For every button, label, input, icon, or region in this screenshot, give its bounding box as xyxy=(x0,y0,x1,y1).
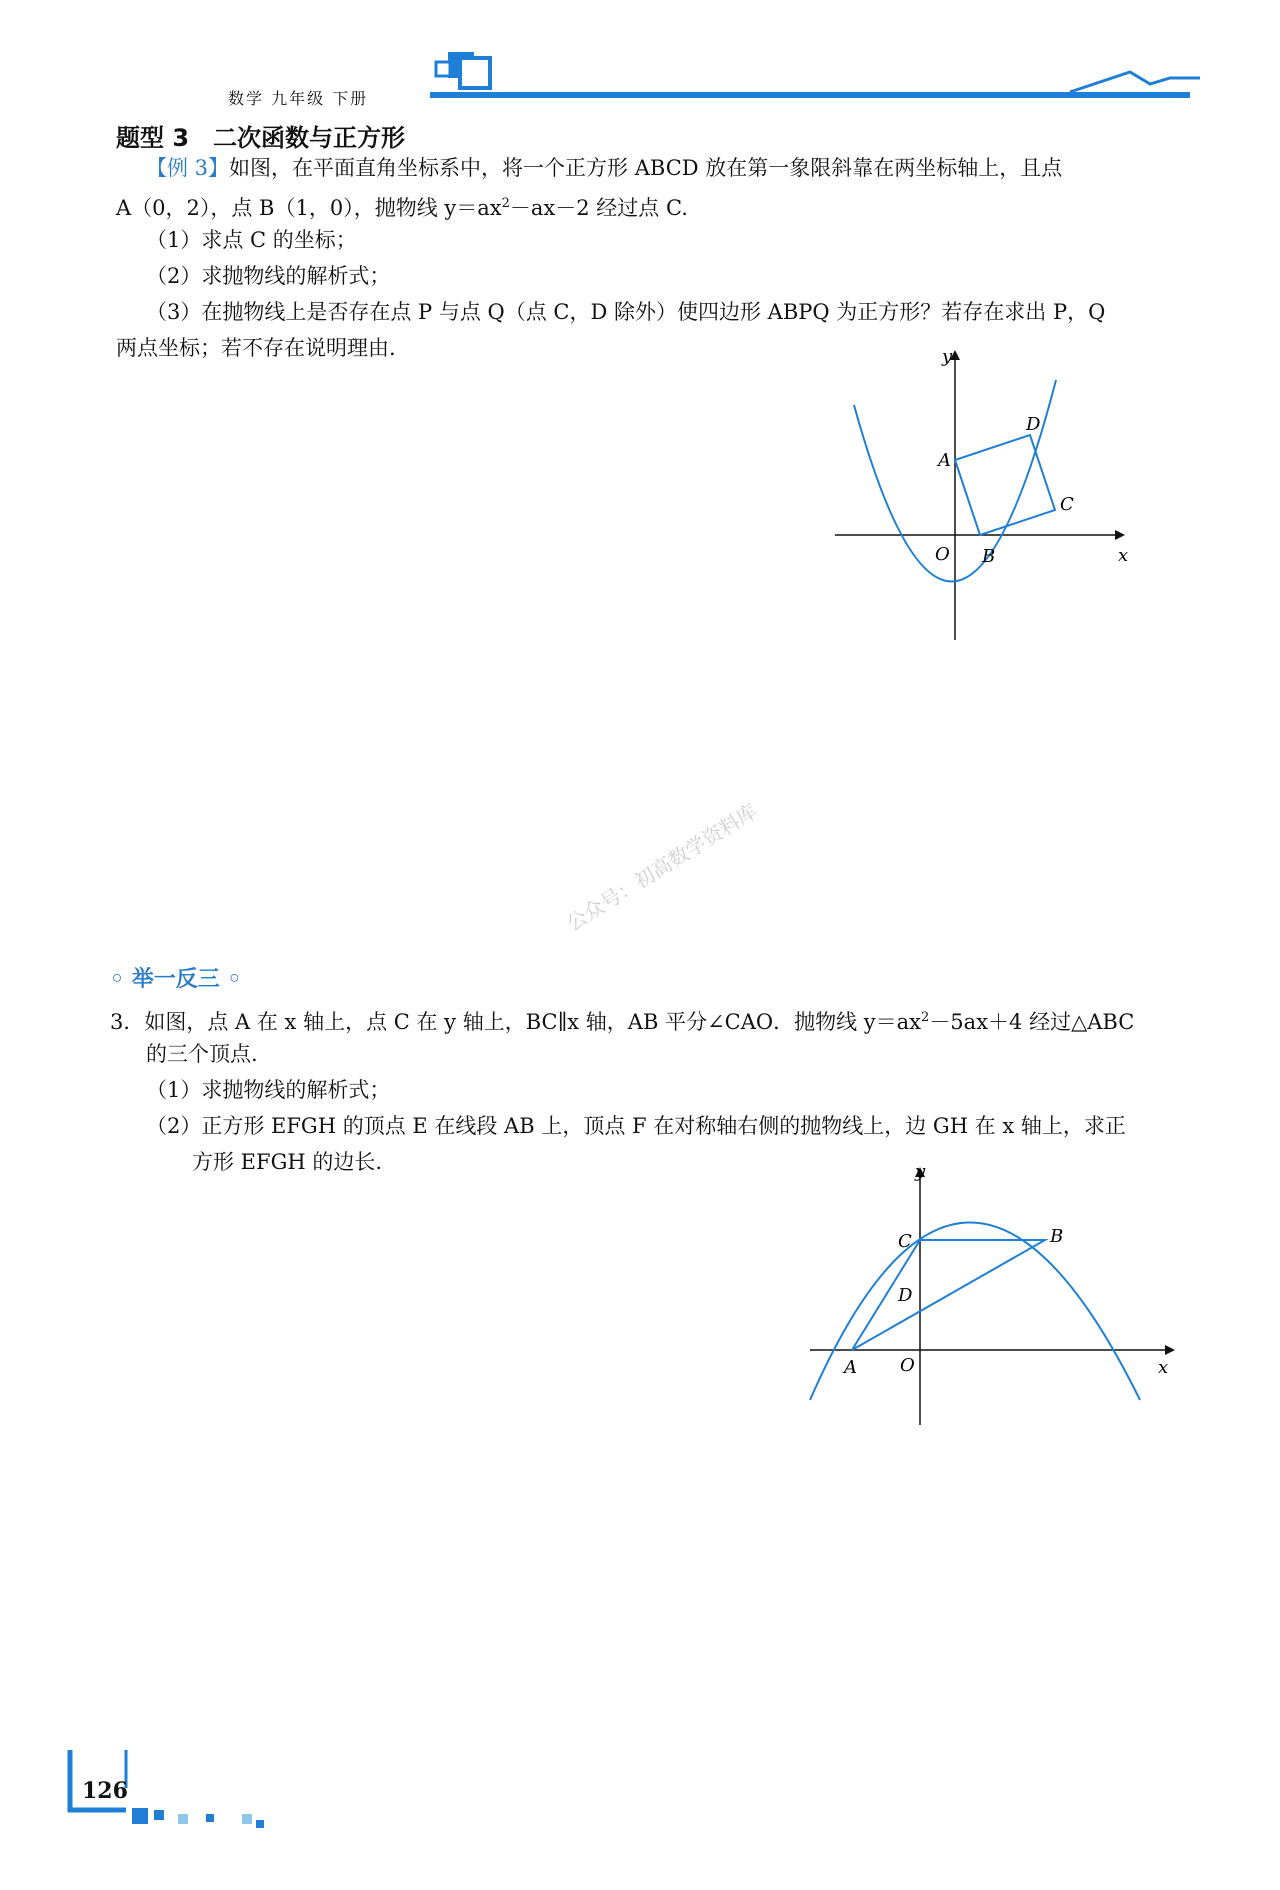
label-c-2: C xyxy=(898,1231,912,1252)
example-text-2b: －ax－2 经过点 C. xyxy=(509,196,688,220)
label-d: D xyxy=(1026,414,1041,435)
example-tag: 【例 3】 xyxy=(146,156,230,180)
label-x: x xyxy=(1118,545,1129,566)
parabola-2 xyxy=(810,1223,1140,1401)
example-line-2 xyxy=(116,186,688,226)
page-number: 126 xyxy=(82,1778,128,1804)
exercise-line-2: 的三个顶点. xyxy=(146,1042,258,1066)
x-arrow-2 xyxy=(1165,1345,1175,1355)
label-a-2: A xyxy=(844,1357,857,1378)
figure-1 xyxy=(820,350,1140,650)
label-y-2: y xyxy=(915,1165,926,1182)
square-abcd xyxy=(955,435,1055,535)
example-q2: （2）求抛物线的解析式； xyxy=(146,264,391,288)
label-y: y xyxy=(942,350,953,367)
exercise-q2b: 方形 EFGH 的边长. xyxy=(192,1150,383,1174)
exercise-text-1a: 3．如图，点 A 在 x 轴上，点 C 在 y 轴上，BC∥x 轴，AB 平分∠CAO．抛物线 y＝ax xyxy=(110,1010,922,1034)
label-a: A xyxy=(938,450,951,471)
x-arrow xyxy=(1115,530,1125,540)
bonus-label: ◦ 举一反三 ◦ xyxy=(110,967,242,992)
exercise-text-1b: －5ax＋4 经过△ABC xyxy=(929,1010,1135,1034)
label-o: O xyxy=(935,544,950,565)
example-q1: （1）求点 C 的坐标； xyxy=(146,228,357,252)
label-b: B xyxy=(982,546,996,567)
label-o-2: O xyxy=(900,1355,915,1376)
exercise-q2a: （2）正方形 EFGH 的顶点 E 在线段 AB 上，顶点 F 在对称轴右侧的抛物线上，边 GH 在 x 轴上，求正 xyxy=(146,1114,1126,1138)
exercise-q1: （1）求抛物线的解析式； xyxy=(146,1078,391,1102)
header-decoration xyxy=(430,44,1200,106)
example-text-2a: A（0，2），点 B（1，0），抛物线 y＝ax xyxy=(116,196,502,220)
figure-2 xyxy=(800,1165,1180,1435)
label-x-2: x xyxy=(1158,1357,1169,1378)
label-c: C xyxy=(1060,494,1074,515)
header-subject: 数学 九年级 下册 xyxy=(228,89,369,108)
section-title: 题型 3 二次函数与正方形 xyxy=(116,124,406,152)
example-sup: 2 xyxy=(501,196,510,211)
label-b-2: B xyxy=(1050,1226,1064,1247)
example-q3b: 两点坐标；若不存在说明理由. xyxy=(116,336,396,360)
label-d-2: D xyxy=(898,1285,913,1306)
watermark: 公众号：初高数学资料库 xyxy=(562,798,762,936)
example-q3a: （3）在抛物线上是否存在点 P 与点 Q（点 C，D 除外）使四边形 ABPQ 为正方形？若存在求出 P，Q xyxy=(146,300,1106,324)
example-text-1: 如图，在平面直角坐标系中，将一个正方形 ABCD 放在第一象限斜靠在两坐标轴上，且点 xyxy=(229,156,1063,180)
example-line-1 xyxy=(146,150,1062,186)
exercise-sup: 2 xyxy=(921,1010,930,1025)
triangle-abc xyxy=(852,1240,1045,1350)
exercise-line-1 xyxy=(110,1000,1134,1040)
